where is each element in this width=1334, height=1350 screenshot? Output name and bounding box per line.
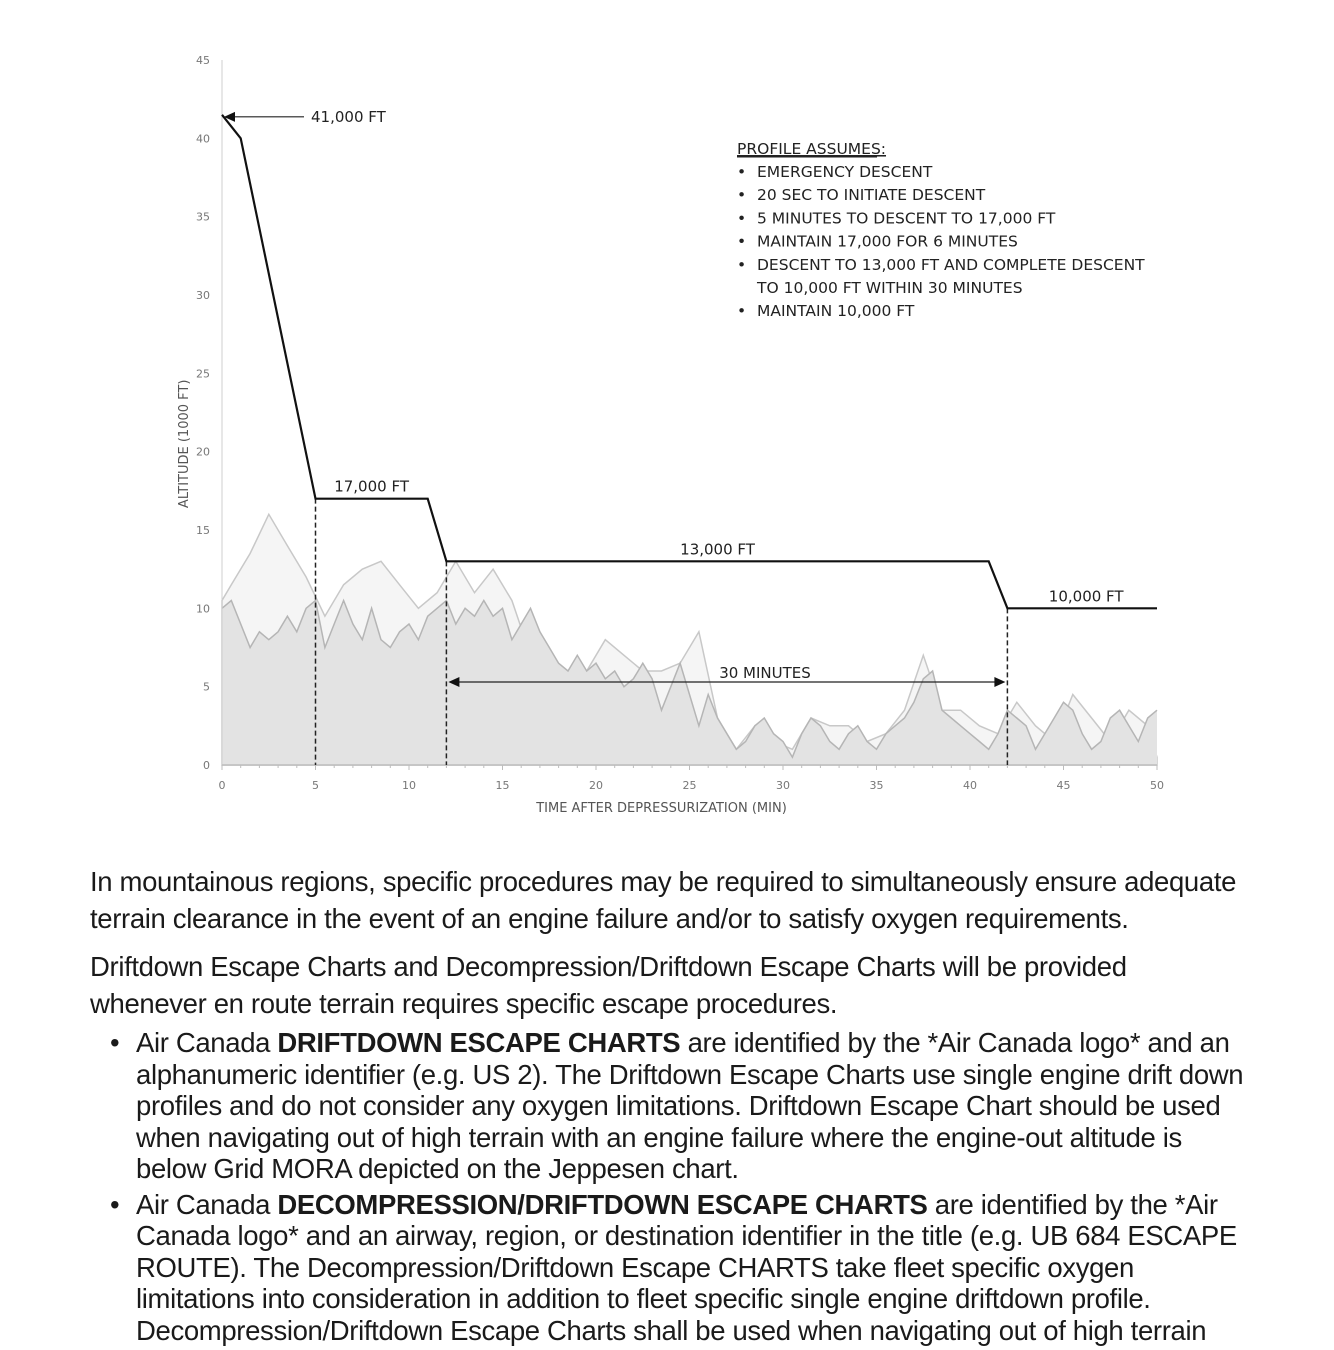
y-tick-label: 45: [196, 54, 210, 67]
y-tick-label: 10: [196, 602, 210, 616]
bullet-body: are identified by the *Air Canada logo* and an airway, region, or destination identifier in the title (e.g. UB 684 ESCAPE ROUTE). The Decompression/Driftdown Escape CHARTS take fleet specific oxygen limitations into consideration in addition to fleet specific single engine driftdown profile. Decompression/Driftdown Escape Charts shall be used when navigating out of high terrain: [136, 1188, 1237, 1346]
bullet-glyph: •: [110, 1027, 120, 1058]
y-tick-label: 35: [196, 210, 210, 224]
x-tick-label: 0: [218, 779, 226, 792]
list-item-decompression: [90, 1189, 1250, 1347]
bullet-bold-title: DRIFTDOWN ESCAPE CHARTS: [277, 1027, 681, 1058]
list-item-driftdown: [90, 1027, 1250, 1185]
bullet-prefix: Air Canada: [136, 1027, 278, 1058]
x-tick-label: 10: [402, 779, 416, 792]
note-bullet: •: [737, 302, 747, 321]
x-tick-label: 5: [312, 779, 319, 792]
descent-profile-line: [222, 115, 1157, 609]
x-tick-label: 25: [682, 779, 697, 792]
label-41000-ft: 41,000 FT: [311, 107, 386, 126]
y-tick-label: 30: [196, 289, 210, 302]
y-tick-label: 5: [203, 680, 210, 694]
note-item: TO 10,000 FT WITHIN 30 MINUTES: [757, 279, 1023, 297]
x-tick-label: 15: [495, 779, 510, 792]
note-item: MAINTAIN 10,000 FT: [757, 302, 915, 321]
x-tick-label: 20: [589, 779, 603, 792]
note-item: MAINTAIN 17,000 FOR 6 MINUTES: [757, 232, 1018, 251]
paragraph-mountainous-regions: In mountainous regions, specific procedures may be required to simultaneously ensure adequate terrain clearance in the event of an engine failure and/or to satisfy oxygen requirements.: [90, 866, 1237, 934]
bullet-glyph: •: [110, 1188, 120, 1220]
x-axis-title: TIME AFTER DEPRESSURIZATION (MIN): [536, 801, 787, 816]
x-tick-label: 30: [776, 779, 790, 792]
note-title: PROFILE ASSUMES:: [737, 140, 887, 158]
bullet-bold-title: DECOMPRESSION/DRIFTDOWN ESCAPE CHARTS: [277, 1188, 928, 1220]
x-tick-label: 40: [963, 779, 977, 792]
escape-chart-list: [90, 1027, 1250, 1350]
note-bullet: •: [737, 163, 747, 181]
y-tick-label: 0: [203, 759, 210, 772]
note-bullet: •: [737, 209, 747, 228]
label-30-minutes: 30 MINUTES: [719, 663, 811, 682]
bullet-body: are identified by the *Air Canada logo* and an alphanumeric identifier (e.g. US 2). The Driftdown Escape Charts use single engine drift down profiles and do not consider any oxygen limitations. Driftdown Escape Chart should be used when navigating out of high terrain with an engine failure where the engine-out altitude is below Grid MORA depicted on the Jeppesen chart.: [136, 1027, 1244, 1184]
y-tick-label: 20: [196, 445, 210, 459]
y-tick-label: 40: [196, 132, 210, 146]
bullet-prefix: Air Canada: [136, 1188, 278, 1220]
note-bullet: •: [737, 186, 747, 205]
paragraph-escape-charts: Driftdown Escape Charts and Decompression/Driftdown Escape Charts will be provided whenever en route terrain requires specific escape procedures.: [90, 951, 1127, 1019]
y-tick-label: 25: [196, 367, 210, 381]
y-tick-label: 15: [196, 524, 210, 537]
note-bullet: •: [737, 232, 747, 251]
x-tick-label: 45: [1056, 779, 1071, 792]
note-item: DESCENT TO 13,000 FT AND COMPLETE DESCENT: [757, 255, 1145, 274]
note-bullet: •: [737, 255, 747, 274]
x-tick-label: 50: [1150, 779, 1164, 792]
y-axis-title: ALTITUDE (1000 FT): [177, 379, 192, 509]
note-item: 5 MINUTES TO DESCENT TO 17,000 FT: [757, 209, 1056, 228]
label-10000-ft: 10,000 FT: [1048, 587, 1124, 606]
label-13000-ft: 13,000 FT: [680, 540, 755, 559]
note-item: 20 SEC TO INITIATE DESCENT: [757, 186, 986, 205]
x-tick-label: 35: [869, 779, 884, 792]
arrowhead-right: [994, 677, 1005, 687]
label-17000-ft: 17,000 FT: [334, 477, 409, 496]
note-item: EMERGENCY DESCENT: [757, 163, 933, 181]
